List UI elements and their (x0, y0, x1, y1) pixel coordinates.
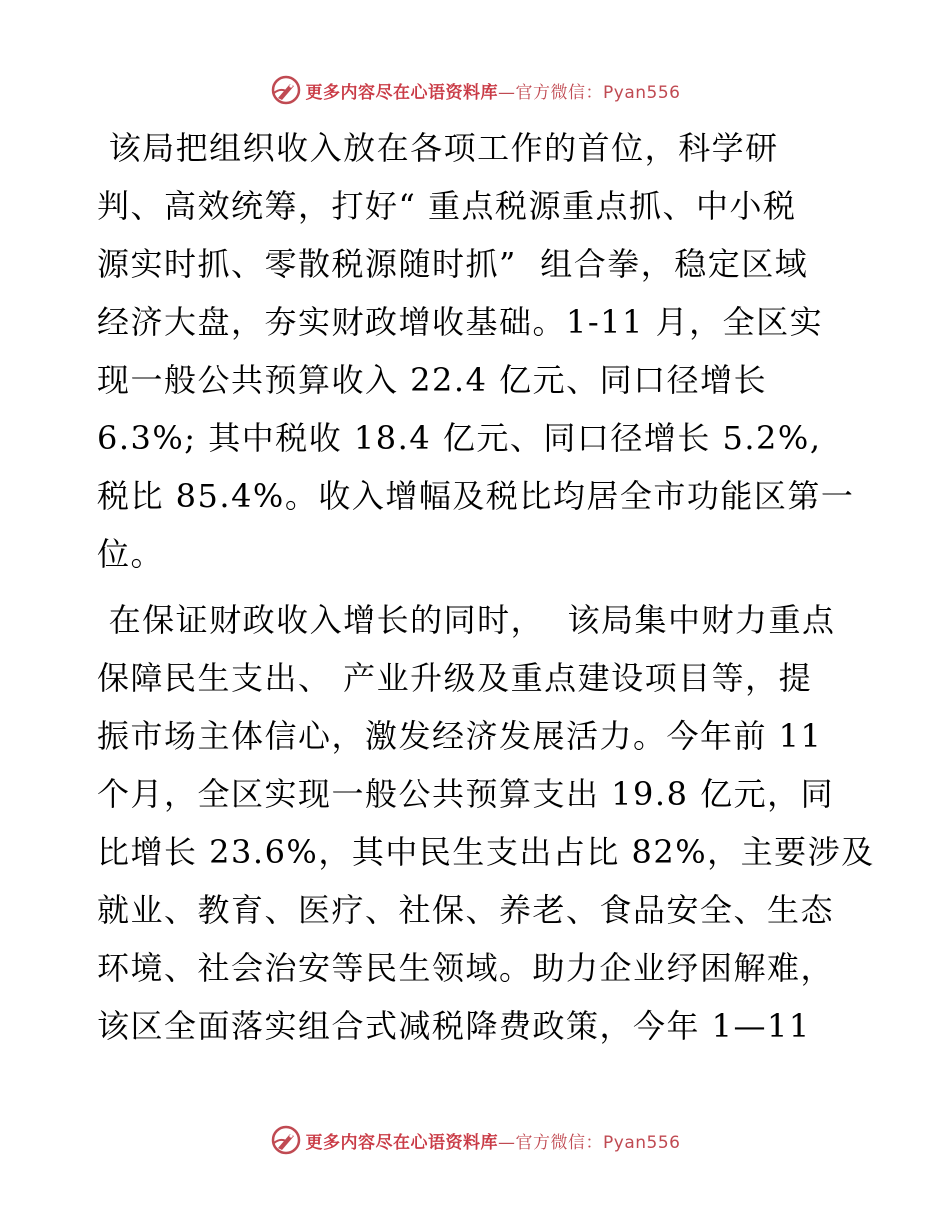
paragraph-expenditure (97, 598, 875, 1062)
text-line: 该区全面落实组合式减税降费政策，今年 1—11 (97, 1007, 811, 1045)
text-line: 源实时抓、零散税源随时抓” 组合拳，稳定区域 (97, 245, 809, 283)
pen-nib-circle-icon (270, 74, 302, 106)
banner-dash: — (498, 82, 516, 103)
text-line: 就业、教育、医疗、社保、养老、食品安全、生态 (97, 891, 835, 929)
text-line: 振市场主体信心，激发经济发展活力。今年前 11 (97, 717, 823, 755)
text-line: 在保证财政收入增长的同时， 该局集中财力重点 (97, 601, 836, 639)
banner-wechat: 官方微信：Pyan556 (515, 1132, 681, 1153)
text-line: 比增长 23.6%，其中民生支出占比 82%，主要涉及 (97, 833, 875, 871)
text-line: 6.3%; 其中税收 18.4 亿元、同口径增长 5.2%, (97, 419, 822, 457)
text-line: 现一般公共预算收入 22.4 亿元、同口径增长 (97, 361, 768, 399)
text-line: 保障民生支出、 产业升级及重点建设项目等，提 (97, 659, 813, 697)
text-line: 判、高效统筹，打好“ 重点税源重点抓、中小税 (97, 187, 797, 225)
header-banner (0, 70, 950, 110)
text-line: 经济大盘，夯实财政增收基础。1-11 月，全区实 (97, 303, 824, 341)
text-line: 位。 (97, 535, 165, 573)
banner-brand: 更多内容尽在心语资料库 (305, 1132, 499, 1153)
footer-banner (0, 1120, 950, 1160)
document-body (97, 126, 875, 1062)
text-line: 税比 85.4%。收入增幅及税比均居全市功能区第一 (97, 477, 855, 515)
text-line: 环境、社会治安等民生领域。助力企业纾困解难， (97, 949, 835, 987)
pen-nib-circle-icon (270, 1124, 302, 1156)
paragraph-revenue (97, 126, 857, 590)
text-line: 该局把组织收入放在各项工作的首位，科学研 (97, 129, 779, 167)
banner-brand: 更多内容尽在心语资料库 (305, 82, 499, 103)
text-line: 个月，全区实现一般公共预算支出 19.8 亿元，同 (97, 775, 835, 813)
banner-wechat: 官方微信：Pyan556 (515, 82, 681, 103)
banner-dash: — (498, 1132, 516, 1153)
